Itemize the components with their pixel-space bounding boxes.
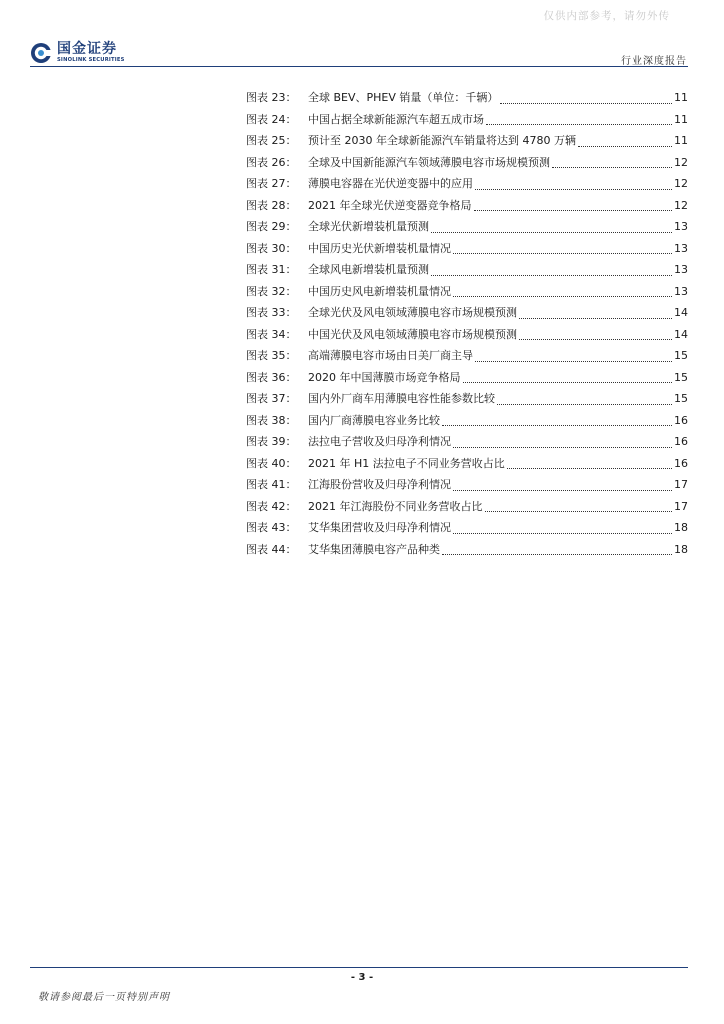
toc-page-number: 12 bbox=[674, 177, 688, 190]
toc-leader-dots bbox=[519, 317, 672, 319]
toc-entry[interactable] bbox=[246, 388, 688, 410]
toc-entry[interactable] bbox=[246, 152, 688, 174]
toc-figure-number: 图表 24： bbox=[246, 112, 297, 126]
toc-figure-title: 全球光伏新增装机量预测 bbox=[308, 220, 429, 233]
figure-index-list bbox=[246, 87, 688, 560]
toc-figure-number: 图表 36： bbox=[246, 370, 297, 384]
toc-leader-dots bbox=[552, 166, 672, 168]
toc-page-number: 16 bbox=[674, 435, 688, 448]
toc-figure-title: 中国光伏及风电领域薄膜电容市场规模预测 bbox=[308, 327, 517, 341]
toc-figure-title: 全球风电新增装机量预测 bbox=[308, 263, 429, 276]
toc-leader-dots bbox=[519, 338, 672, 340]
toc-leader-dots bbox=[486, 123, 672, 125]
toc-page-number: 11 bbox=[674, 91, 688, 104]
toc-figure-number: 图表 35： bbox=[246, 349, 297, 362]
toc-figure-title: 中国历史风电新增装机量情况 bbox=[308, 284, 451, 298]
toc-figure-title: 艾华集团营收及归母净利情况 bbox=[308, 521, 451, 534]
toc-leader-dots bbox=[453, 295, 672, 297]
toc-figure-number: 图表 40： bbox=[246, 456, 297, 470]
toc-figure-number: 图表 31： bbox=[246, 263, 297, 276]
toc-entry[interactable] bbox=[246, 87, 688, 109]
toc-figure-number: 图表 39： bbox=[246, 435, 297, 448]
toc-entry[interactable] bbox=[246, 216, 688, 238]
toc-figure-title: 国内外厂商车用薄膜电容性能参数比较 bbox=[308, 392, 495, 405]
toc-figure-title: 薄膜电容器在光伏逆变器中的应用 bbox=[308, 177, 473, 190]
toc-figure-number: 图表 23： bbox=[246, 91, 297, 104]
toc-leader-dots bbox=[507, 467, 672, 469]
toc-entry[interactable] bbox=[246, 496, 688, 518]
toc-leader-dots bbox=[578, 145, 672, 147]
toc-figure-number: 图表 37： bbox=[246, 392, 297, 405]
logo-chinese-name: 国金证券 bbox=[57, 41, 117, 57]
toc-leader-dots bbox=[442, 424, 672, 426]
toc-figure-number: 图表 41： bbox=[246, 478, 297, 491]
toc-leader-dots bbox=[453, 252, 672, 254]
toc-entry[interactable] bbox=[246, 539, 688, 561]
toc-entry[interactable] bbox=[246, 324, 688, 346]
toc-figure-title: 国内厂商薄膜电容业务比较 bbox=[308, 413, 440, 427]
disclaimer-note: 敬请参阅最后一页特别声明 bbox=[38, 992, 170, 1003]
toc-entry[interactable] bbox=[246, 367, 688, 389]
toc-page-number: 15 bbox=[674, 392, 688, 405]
toc-figure-title: 高端薄膜电容市场由日美厂商主导 bbox=[308, 349, 473, 362]
toc-page-number: 18 bbox=[674, 521, 688, 534]
toc-page-number: 11 bbox=[674, 134, 688, 147]
toc-leader-dots bbox=[431, 274, 672, 276]
toc-figure-number: 图表 28： bbox=[246, 198, 297, 212]
toc-leader-dots bbox=[475, 188, 672, 190]
report-type-label: 行业深度报告 bbox=[621, 56, 687, 67]
toc-page-number: 13 bbox=[674, 220, 688, 233]
toc-leader-dots bbox=[500, 102, 672, 104]
toc-page-number: 16 bbox=[674, 413, 688, 427]
toc-figure-number: 图表 44： bbox=[246, 542, 297, 556]
toc-figure-title: 全球及中国新能源汽车领域薄膜电容市场规模预测 bbox=[308, 155, 550, 169]
toc-figure-title: 中国历史光伏新增装机量情况 bbox=[308, 241, 451, 255]
toc-page-number: 12 bbox=[674, 155, 688, 169]
toc-entry[interactable] bbox=[246, 281, 688, 303]
toc-leader-dots bbox=[475, 360, 672, 362]
toc-page-number: 15 bbox=[674, 349, 688, 362]
toc-entry[interactable] bbox=[246, 474, 688, 496]
toc-page-number: 15 bbox=[674, 370, 688, 384]
toc-entry[interactable] bbox=[246, 173, 688, 195]
toc-figure-title: 全球光伏及风电领域薄膜电容市场规模预测 bbox=[308, 306, 517, 319]
toc-figure-number: 图表 27： bbox=[246, 177, 297, 190]
toc-figure-number: 图表 43： bbox=[246, 521, 297, 534]
toc-figure-title: 2021 年江海股份不同业务营收占比 bbox=[308, 499, 483, 513]
toc-figure-number: 图表 42： bbox=[246, 499, 297, 513]
toc-page-number: 13 bbox=[674, 241, 688, 255]
toc-page-number: 13 bbox=[674, 263, 688, 276]
toc-figure-title: 艾华集团薄膜电容产品种类 bbox=[308, 542, 440, 556]
page-number: - 3 - bbox=[350, 972, 374, 983]
toc-entry[interactable] bbox=[246, 238, 688, 260]
toc-figure-number: 图表 32： bbox=[246, 284, 297, 298]
company-logo bbox=[30, 42, 125, 64]
toc-leader-dots bbox=[497, 403, 672, 405]
toc-page-number: 14 bbox=[674, 327, 688, 341]
toc-leader-dots bbox=[453, 489, 672, 491]
toc-entry[interactable] bbox=[246, 302, 688, 324]
toc-entry[interactable] bbox=[246, 130, 688, 152]
toc-entry[interactable] bbox=[246, 259, 688, 281]
toc-figure-number: 图表 34： bbox=[246, 327, 297, 341]
toc-page-number: 16 bbox=[674, 456, 688, 470]
toc-leader-dots bbox=[485, 510, 673, 512]
toc-page-number: 18 bbox=[674, 542, 688, 556]
toc-page-number: 17 bbox=[674, 478, 688, 491]
toc-figure-title: 2021 年全球光伏逆变器竞争格局 bbox=[308, 198, 472, 212]
toc-leader-dots bbox=[431, 231, 672, 233]
toc-entry[interactable] bbox=[246, 517, 688, 539]
toc-page-number: 14 bbox=[674, 306, 688, 319]
toc-leader-dots bbox=[453, 532, 672, 534]
toc-leader-dots bbox=[453, 446, 672, 448]
toc-figure-title: 法拉电子营收及归母净利情况 bbox=[308, 435, 451, 448]
toc-figure-title: 2020 年中国薄膜市场竞争格局 bbox=[308, 370, 461, 384]
toc-figure-title: 全球 BEV、PHEV 销量（单位：千辆） bbox=[308, 91, 499, 104]
toc-figure-number: 图表 25： bbox=[246, 134, 297, 147]
toc-leader-dots bbox=[474, 209, 673, 211]
toc-page-number: 11 bbox=[674, 112, 688, 126]
toc-page-number: 17 bbox=[674, 499, 688, 513]
toc-figure-number: 图表 30： bbox=[246, 241, 297, 255]
toc-figure-number: 图表 33： bbox=[246, 306, 297, 319]
toc-figure-title: 预计至 2030 年全球新能源汽车销量将达到 4780 万辆 bbox=[308, 134, 576, 147]
sinolink-logo-icon bbox=[30, 42, 52, 64]
toc-figure-title: 江海股份营收及归母净利情况 bbox=[308, 478, 451, 491]
toc-figure-title: 中国占据全球新能源汽车超五成市场 bbox=[308, 112, 484, 126]
toc-entry[interactable] bbox=[246, 410, 688, 432]
watermark-text: 仅供内部参考，请勿外传 bbox=[543, 10, 670, 22]
toc-entry[interactable] bbox=[246, 453, 688, 475]
toc-figure-number: 图表 38： bbox=[246, 413, 297, 427]
toc-page-number: 13 bbox=[674, 284, 688, 298]
toc-figure-title: 2021 年 H1 法拉电子不同业务营收占比 bbox=[308, 456, 505, 470]
toc-entry[interactable] bbox=[246, 431, 688, 453]
toc-leader-dots bbox=[463, 381, 673, 383]
toc-entry[interactable] bbox=[246, 195, 688, 217]
toc-entry[interactable] bbox=[246, 345, 688, 367]
toc-leader-dots bbox=[442, 553, 672, 555]
toc-figure-number: 图表 29： bbox=[246, 220, 297, 233]
toc-entry[interactable] bbox=[246, 109, 688, 131]
toc-page-number: 12 bbox=[674, 198, 688, 212]
header-divider bbox=[30, 66, 688, 67]
footer-divider bbox=[30, 967, 688, 968]
toc-figure-number: 图表 26： bbox=[246, 155, 297, 169]
logo-english-name: SINOLINK SECURITIES bbox=[57, 57, 125, 63]
